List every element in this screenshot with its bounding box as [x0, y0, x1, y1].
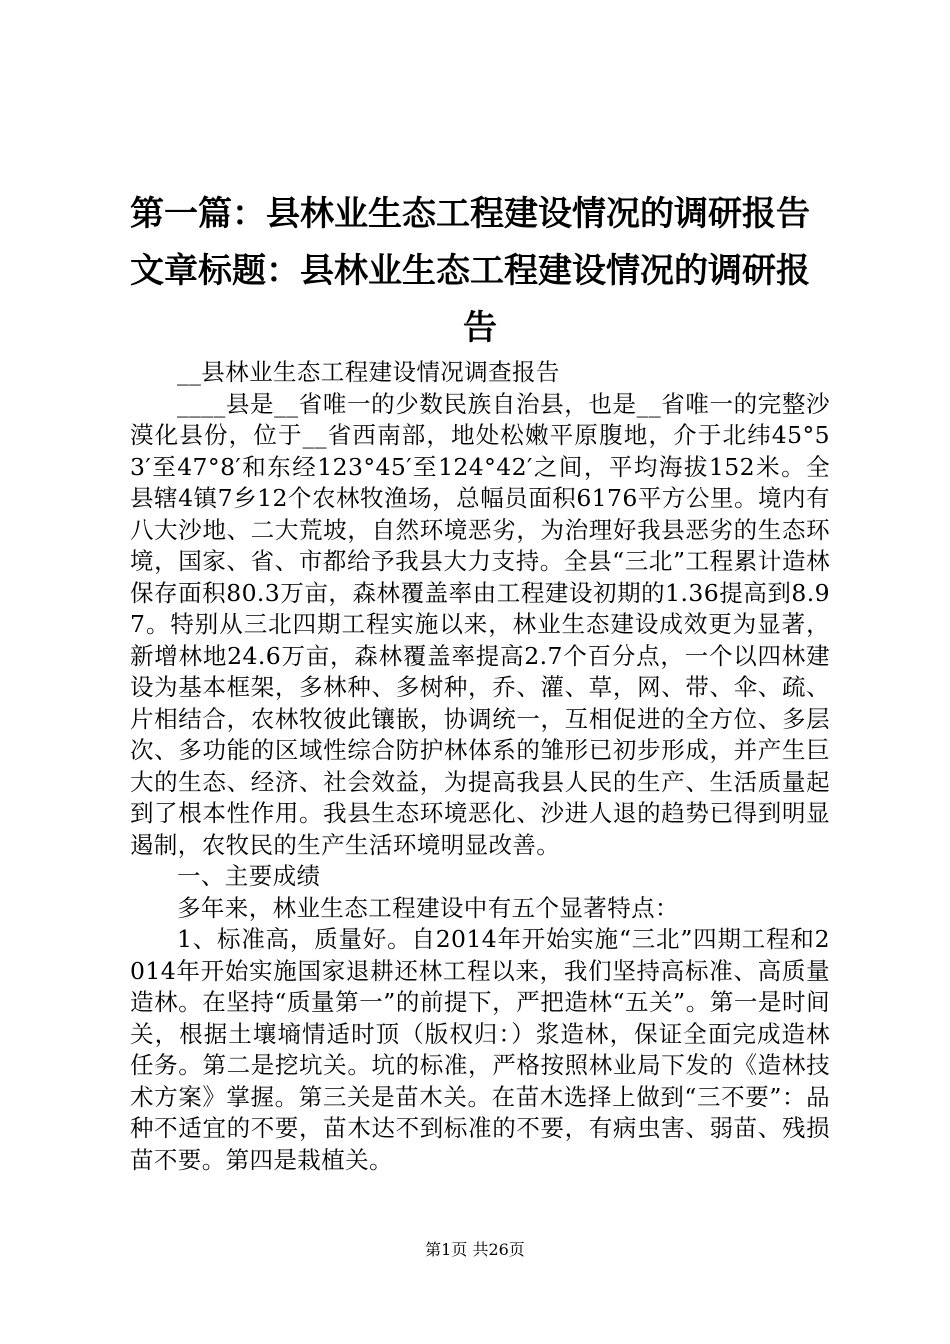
paragraph-subtitle: __县林业生态工程建设情况调查报告 — [177, 358, 560, 386]
title-line-1: 第一篇：县林业生态工程建设情况的调研报告 — [130, 194, 810, 234]
page-number-footer: 第1页 共26页 — [425, 1240, 525, 1259]
title-line-3: 告 — [463, 308, 497, 348]
title-line-2: 文章标题：县林业生态工程建设情况的调研报 — [130, 251, 810, 291]
paragraph-features-lead: 多年来，林业生态工程建设中有五个显著特点： — [177, 893, 679, 922]
section-heading-achievements: 一、主要成绩 — [177, 862, 321, 890]
document-body — [130, 186, 830, 1176]
paragraph-intro: ____县是__省唯一的少数民族自治县，也是__省唯一的完整沙漠化县份，位于__省西南部，地处松嫩平原腹地，介于北纬45°53′至47°8′和东经123°45′至124°42′之间，平均海拔152米。全县辖4镇7乡12个农林牧渔场，总幅员面积6176平方公里。境内有八大沙地、二大荒坡，自然环境恶劣，为治理好我县恶劣的生态环境，国家、省、市都给予我县大力支持。全县“三北”工程累计造林保存面积80.3万亩，森林覆盖率由工程建设初期的1.36提高到8.97。特别从三北四期工程实施以来，林业生态建设成效更为显著，新增林地24.6万亩，森林覆盖率提高2.7个百分点，一个以四林建设为基本框架，多林种、多树种，乔、灌、草，网、带、伞、疏、片相结合，农林牧彼此镶嵌，协调统一，互相促进的全方位、多层次、多功能的区域性综合防护林体系的雏形已初步形成，并产生巨大的生态、经济、社会效益，为提高我县人民的生产、生活质量起到了根本性作用。我县生态环境恶化、沙进人退的趋势已得到明显遏制，农牧民的生产生活环境明显改善。 — [130, 389, 830, 859]
paragraph-feature-1: 1、标准高，质量好。自2014年开始实施“三北”四期工程和2014年开始实施国家退耕还林工程以来，我们坚持高标准、高质量造林。在坚持“质量第一”的前提下，严把造林“五关”。第一是时间关，根据土壤墒情适时顶（版权归：）浆造林，保证全面完成造林任务。第二是挖坑关。坑的标准，严格按照林业局下发的《造林技术方案》掌握。第三关是苗木关。在苗木选择上做到“三不要”：品种不适宜的不要，苗木达不到标准的不要，有病虫害、弱苗、残损苗不要。第四是栽植关。 — [130, 925, 830, 1174]
